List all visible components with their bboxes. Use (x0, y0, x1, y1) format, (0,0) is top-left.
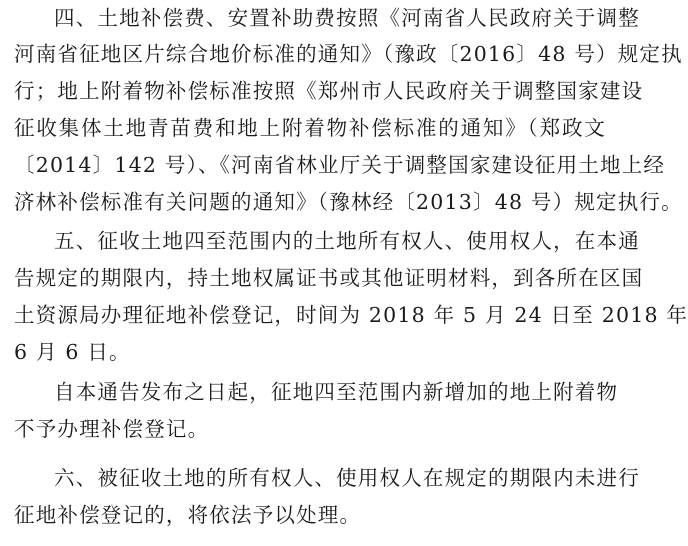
text-line: 不予办理补偿登记。 (14, 417, 210, 441)
text-line: 四、土地补偿费、安置补助费按照《河南省人民政府关于调整 (54, 6, 640, 30)
text-line: 6 月 6 日。 (14, 340, 131, 364)
text-line: 行；地上附着物补偿标准按照《郑州市人民政府关于调整国家建设 (14, 79, 644, 103)
text-line: 征收集体土地青苗费和地上附着物补偿标准的通知》（郑政文 (14, 116, 606, 140)
text-line: 河南省征地区片综合地价标准的通知》（豫政〔2016〕48 号）规定执 (14, 42, 683, 66)
text-line: 土资源局办理征地补偿登记，时间为 2018 年 5 月 24 日至 2018 年 (14, 303, 688, 327)
text-line: 五、征收土地四至范围内的土地所有权人、使用权人，在本通 (54, 229, 640, 253)
text-line: 征地补偿登记的，将依法予以处理。 (14, 503, 362, 527)
text-line: 自本通告发布之日起，征地四至范围内新增加的地上附着物 (54, 380, 619, 404)
text-line: 济林补偿标准有关问题的通知》（豫林经〔2013〕48 号）规定执行。 (14, 190, 683, 214)
text-line: 六、被征收土地的所有权人、使用权人在规定的期限内未进行 (54, 466, 640, 490)
text-line: 告规定的期限内，持土地权属证书或其他证明材料，到各所在区国 (14, 266, 644, 290)
text-line: 〔2014〕142 号）、《河南省林业厅关于调整国家建设征用土地上经 (14, 153, 666, 177)
